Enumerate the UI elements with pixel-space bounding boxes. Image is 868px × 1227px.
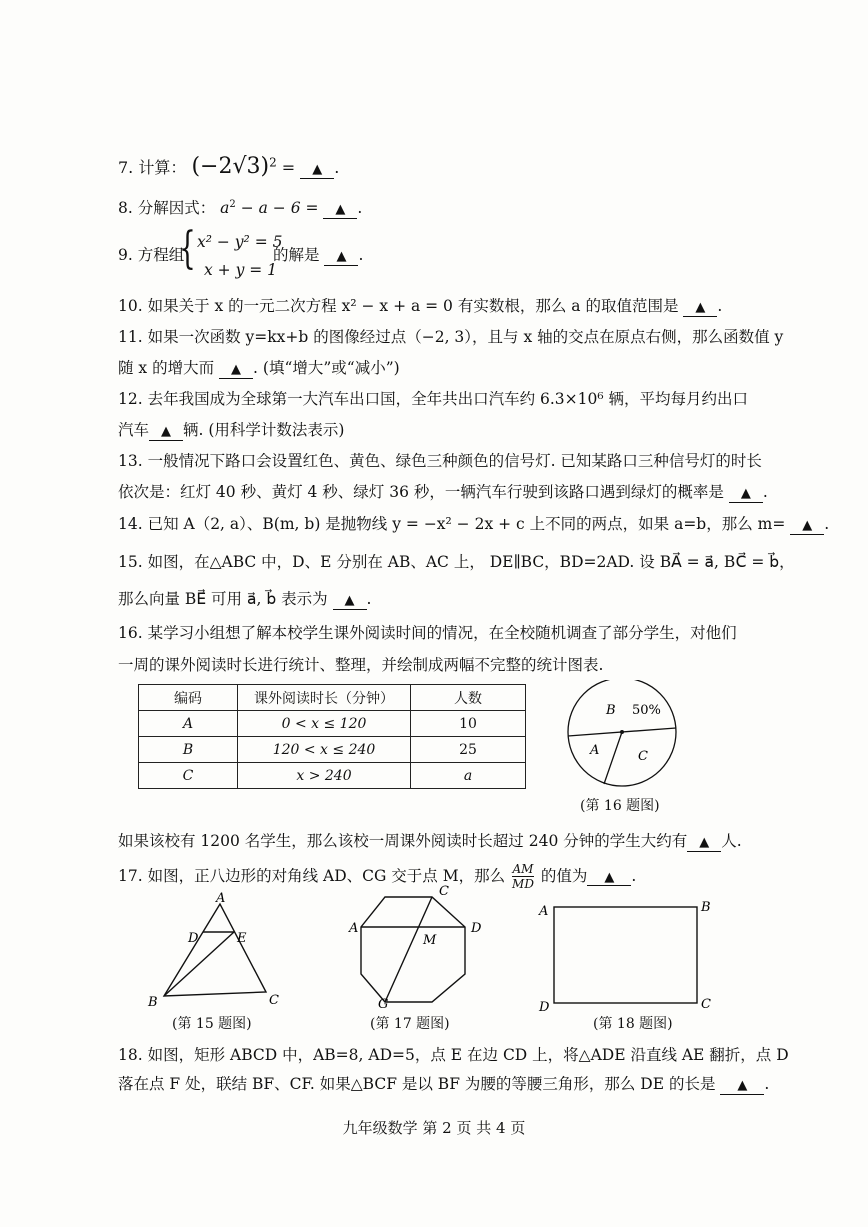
fig15-caption: (第 15 题图) bbox=[172, 1016, 252, 1032]
pie-divider bbox=[604, 732, 622, 784]
question-8 bbox=[118, 199, 362, 219]
point-label: C bbox=[439, 884, 449, 899]
question-9-label: 9. 方程组 bbox=[118, 246, 185, 264]
q12-text-b: 辆. (用科学计数法表示) bbox=[183, 421, 345, 439]
pie-label-c: C bbox=[638, 749, 648, 764]
q9-equation-2: x + y = 1 bbox=[204, 261, 278, 279]
question-12-line1: 12. 去年我国成为全球第一大汽车出口国，全年共出口汽车约 6.3×10⁶ 辆，平均每月约出口 bbox=[118, 390, 749, 408]
q7-expression: (−2√3) bbox=[191, 154, 270, 179]
q9-equation-1: x² − y² = 5 bbox=[197, 233, 283, 251]
question-13-line1: 13. 一般情况下路口会设置红色、黄色、绿色三种颜色的信号灯. 已知某路口三种信号灯的时长 bbox=[118, 452, 762, 470]
table-cell: 0 < x ≤ 120 bbox=[238, 711, 411, 737]
point-label: M bbox=[423, 933, 437, 948]
answer-blank: ▲ bbox=[683, 300, 717, 317]
q13-end: . bbox=[762, 483, 768, 501]
pie-label-percent: 50% bbox=[632, 703, 661, 718]
q7-end: . bbox=[334, 158, 340, 177]
pie-center bbox=[620, 730, 624, 734]
answer-blank: ▲ bbox=[587, 870, 631, 887]
fraction-denominator: MD bbox=[512, 877, 534, 892]
table-cell: C bbox=[139, 763, 238, 789]
figure-15-triangle bbox=[140, 892, 290, 1012]
point-label: B bbox=[148, 995, 158, 1010]
q17-text-b: 的值为 bbox=[540, 866, 588, 885]
q7-exponent: 2 bbox=[269, 155, 277, 170]
q14-text: 14. 已知 A（2, a）、B(m, b) 是抛物线 y = −x² − 2x + c 上不同的两点，如果 a=b，那么 m= bbox=[118, 515, 786, 533]
point-label: A bbox=[216, 892, 226, 906]
q12-text-a: 汽车 bbox=[118, 421, 150, 439]
point-label: A bbox=[539, 904, 549, 919]
figure-17-octagon bbox=[345, 880, 495, 1010]
point-label: A bbox=[349, 921, 359, 936]
table-cell: A bbox=[139, 711, 238, 737]
q10-text: 10. 如果关于 x 的一元二次方程 x² − x + a = 0 有实数根，那么 a 的取值范围是 bbox=[118, 297, 679, 315]
q8-var: a bbox=[220, 199, 230, 218]
diagonal-cg bbox=[385, 897, 432, 1002]
q14-end: . bbox=[824, 515, 830, 533]
question-10 bbox=[118, 297, 722, 317]
point-label: B bbox=[701, 900, 711, 915]
question-15-line2 bbox=[118, 590, 371, 610]
answer-blank: ▲ bbox=[687, 835, 721, 852]
fraction-numerator: AM bbox=[512, 862, 534, 876]
pie-label-a: A bbox=[590, 743, 600, 758]
point-label: C bbox=[269, 993, 279, 1008]
q7-number: 7. 计算： bbox=[118, 158, 187, 177]
q8-exponent: 2 bbox=[229, 199, 236, 210]
table-header: 人数 bbox=[411, 685, 526, 711]
table-cell: B bbox=[139, 737, 238, 763]
table-cell: 25 bbox=[411, 737, 526, 763]
fig16-caption: (第 16 题图) bbox=[580, 798, 660, 814]
q9-tail-text: 的解是 bbox=[273, 246, 320, 264]
octagon bbox=[361, 897, 465, 1002]
point-label: D bbox=[471, 921, 482, 936]
q17-text-a: 17. 如图，正八边形的对角线 AD、CG 交于点 M，那么 bbox=[118, 866, 506, 885]
q17-fraction bbox=[512, 862, 534, 892]
q8-expression: − a − 6 = bbox=[235, 199, 324, 218]
question-13-line2 bbox=[118, 483, 768, 503]
question-16-line1: 16. 某学习小组想了解本校学生课外阅读时间的情况，在全校随机调查了部分学生，对他们 bbox=[118, 624, 737, 642]
table-cell: x > 240 bbox=[238, 763, 411, 789]
q17-end: . bbox=[631, 866, 637, 885]
q15-end: . bbox=[366, 590, 372, 608]
answer-blank: ▲ bbox=[300, 162, 334, 179]
q7-equals: = bbox=[276, 158, 301, 177]
q8-number: 8. 分解因式： bbox=[118, 199, 216, 218]
table-row bbox=[139, 737, 526, 763]
q16-tail-text: 如果该校有 1200 名学生，那么该校一周课外阅读时长超过 240 分钟的学生大约有 bbox=[118, 832, 688, 850]
q16-tail-end: 人. bbox=[721, 832, 742, 850]
q9-tail bbox=[273, 246, 363, 266]
q15-text: 那么向量 BE⃗ 可用 a⃗, b⃗ 表示为 bbox=[118, 590, 328, 608]
question-15-line1: 15. 如图，在△ABC 中，D、E 分别在 AB、AC 上， DE∥BC，BD=2AD. 设 BA⃗ = a⃗, BC⃗ = b⃗， bbox=[118, 553, 795, 571]
pie-label-b: B bbox=[606, 703, 616, 718]
answer-blank: ▲ bbox=[333, 593, 367, 610]
answer-blank: ▲ bbox=[219, 362, 253, 379]
rectangle-abcd bbox=[554, 907, 697, 1003]
point-label: C bbox=[701, 997, 711, 1012]
q18-end: . bbox=[764, 1075, 770, 1093]
question-16-line2: 一周的课外阅读时长进行统计、整理，并绘制成两幅不完整的统计图表. bbox=[118, 656, 604, 674]
fig18-caption: (第 18 题图) bbox=[593, 1016, 673, 1032]
pie-chart-figure bbox=[560, 680, 690, 790]
q9-end: . bbox=[358, 246, 364, 264]
table-header: 编码 bbox=[139, 685, 238, 711]
table-header: 课外阅读时长（分钟） bbox=[238, 685, 411, 711]
q9-brace: { bbox=[179, 223, 196, 274]
q11-text-a: 随 x 的增大而 bbox=[118, 359, 215, 377]
point-label: D bbox=[188, 931, 199, 946]
figure-18-rectangle bbox=[535, 895, 720, 1015]
segment-be bbox=[164, 932, 234, 996]
q11-text-b: . (填“增大”或“减小”) bbox=[253, 359, 400, 377]
question-11-line1: 11. 如果一次函数 y=kx+b 的图像经过点（−2, 3），且与 x 轴的交点在原点右侧，那么函数值 y bbox=[118, 328, 784, 346]
table-cell: 10 bbox=[411, 711, 526, 737]
question-16-tail bbox=[118, 832, 742, 852]
page-footer: 九年级数学 第 2 页 共 4 页 bbox=[342, 1119, 526, 1137]
point-label: G bbox=[378, 997, 389, 1010]
table-row bbox=[139, 711, 526, 737]
answer-blank: ▲ bbox=[324, 249, 358, 266]
q18-text: 落在点 F 处，联结 BF、CF. 如果△BCF 是以 BF 为腰的等腰三角形，那么 DE 的长是 bbox=[118, 1075, 716, 1093]
answer-blank: ▲ bbox=[729, 486, 763, 503]
question-7 bbox=[118, 154, 339, 180]
question-18-line2 bbox=[118, 1075, 769, 1095]
question-11-line2 bbox=[118, 359, 400, 379]
stats-table bbox=[138, 684, 526, 789]
table-cell: a bbox=[411, 763, 526, 789]
point-label: D bbox=[539, 1000, 550, 1015]
table-row bbox=[139, 763, 526, 789]
question-12-line2 bbox=[118, 421, 344, 441]
question-14 bbox=[118, 515, 829, 535]
table-cell: 120 < x ≤ 240 bbox=[238, 737, 411, 763]
table-header-row bbox=[139, 685, 526, 711]
answer-blank: ▲ bbox=[323, 202, 357, 219]
q10-end: . bbox=[717, 297, 723, 315]
question-18-line1: 18. 如图，矩形 ABCD 中，AB=8, AD=5，点 E 在边 CD 上，将△ADE 沿直线 AE 翻折，点 D bbox=[118, 1046, 789, 1064]
answer-blank: ▲ bbox=[790, 518, 824, 535]
fig17-caption: (第 17 题图) bbox=[370, 1016, 450, 1032]
q8-end: . bbox=[357, 199, 363, 218]
answer-blank: ▲ bbox=[720, 1078, 764, 1095]
answer-blank: ▲ bbox=[149, 424, 183, 441]
point-label: E bbox=[237, 931, 247, 946]
q13-text: 依次是：红灯 40 秒、黄灯 4 秒、绿灯 36 秒，一辆汽车行驶到该路口遇到绿灯的概率是 bbox=[118, 483, 724, 501]
